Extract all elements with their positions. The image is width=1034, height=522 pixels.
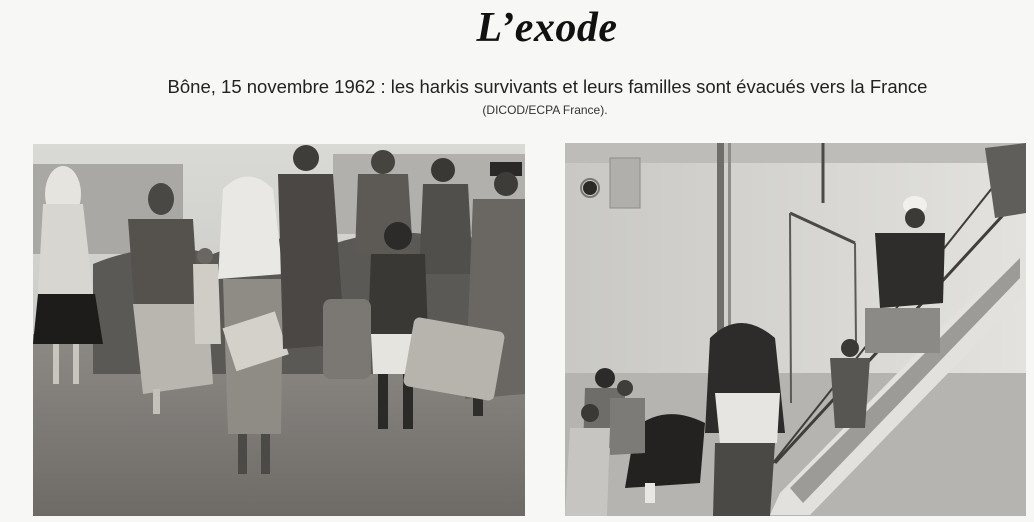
photo-quay-crowd-illustration [33,144,525,516]
photo-credit: (DICOD/ECPA France). [482,103,608,117]
photo-ship-boarding-illustration [565,143,1026,516]
photo-quay-crowd [33,144,525,516]
page-title: L’exode [476,5,618,51]
photo-caption: Bône, 15 novembre 1962 : les harkis survivants et leurs familles sont évacués vers la France [167,76,928,97]
photo-ship-boarding [565,143,1026,516]
